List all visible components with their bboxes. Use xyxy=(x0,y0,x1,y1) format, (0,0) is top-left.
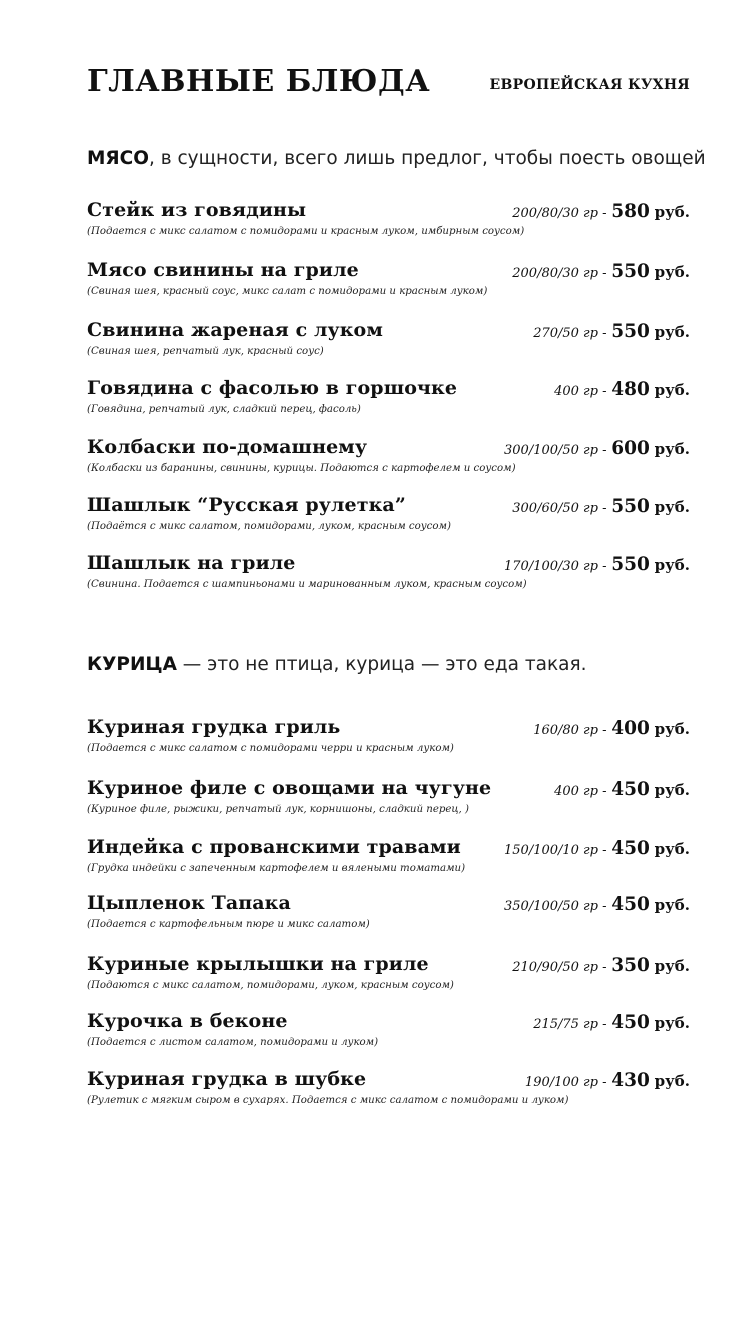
item-description: (Подается с листом салатом, помидорами и луком) xyxy=(87,1037,379,1048)
item-weight: 400 гр - xyxy=(554,784,607,799)
menu-item xyxy=(87,777,690,825)
item-price-value: 430 xyxy=(611,1070,650,1091)
item-currency: руб. xyxy=(654,203,690,221)
item-price-value: 400 xyxy=(611,718,650,739)
item-price-value: 550 xyxy=(611,321,650,342)
page-title: ГЛАВНЫЕ БЛЮДА xyxy=(87,64,431,99)
meat-section-tagline: , в сущности, всего лишь предлог, чтобы поесть овощей xyxy=(148,148,706,169)
chicken-section-heading xyxy=(87,654,587,675)
item-price-value: 450 xyxy=(611,894,650,915)
item-name: Цыпленок Тапака xyxy=(87,892,291,914)
item-price-value: 550 xyxy=(611,554,650,575)
item-currency: руб. xyxy=(654,381,690,399)
item-price-value: 600 xyxy=(611,438,650,459)
chicken-section-tagline: — это не птица, курица — это еда такая. xyxy=(176,654,587,675)
item-description: (Куриное филе, рыжики, репчатый лук, корнишоны, сладкий перец, ) xyxy=(87,804,469,815)
item-name: Мясо свинины на гриле xyxy=(87,259,359,281)
menu-item xyxy=(87,552,690,600)
menu-item xyxy=(87,494,690,542)
menu-item xyxy=(87,319,690,367)
item-price-value: 480 xyxy=(611,379,650,400)
item-description: (Свиная шея, репчатый лук, красный соус) xyxy=(87,346,324,357)
menu-item xyxy=(87,259,690,307)
item-description: (Свинина. Подается с шампиньонами и маринованным луком, красным соусом) xyxy=(87,579,527,590)
item-price xyxy=(512,496,690,517)
item-description: (Рулетик с мягким сыром в сухарях. Подается с микс салатом с помидорами и луком) xyxy=(87,1095,569,1106)
item-name: Куриная грудка гриль xyxy=(87,716,341,738)
item-name: Свинина жареная с луком xyxy=(87,319,383,341)
item-name: Куриная грудка в шубке xyxy=(87,1068,367,1090)
item-currency: руб. xyxy=(654,498,690,516)
item-price-value: 450 xyxy=(611,779,650,800)
item-weight: 215/75 гр - xyxy=(533,1017,607,1032)
item-weight: 170/100/30 гр - xyxy=(504,559,607,574)
item-price xyxy=(504,894,690,915)
item-currency: руб. xyxy=(654,720,690,738)
item-price xyxy=(504,554,690,575)
menu-item xyxy=(87,199,690,247)
item-price xyxy=(512,201,690,222)
item-description: (Подается с картофельным пюре и микс салатом) xyxy=(87,919,370,930)
item-description: (Подается с микс салатом с помидорами и красным луком, имбирным соусом) xyxy=(87,226,525,237)
item-price xyxy=(554,779,690,800)
item-currency: руб. xyxy=(654,440,690,458)
menu-item xyxy=(87,892,690,940)
item-weight: 350/100/50 гр - xyxy=(504,899,607,914)
item-price xyxy=(512,261,690,282)
item-name: Куриное филе с овощами на чугуне xyxy=(87,777,492,799)
item-description: (Подаются с микс салатом, помидорами, луком, красным соусом) xyxy=(87,980,454,991)
item-price xyxy=(504,438,690,459)
item-price-value: 550 xyxy=(611,261,650,282)
item-weight: 200/80/30 гр - xyxy=(512,266,607,281)
item-name: Говядина с фасолью в горшочке xyxy=(87,377,458,399)
item-currency: руб. xyxy=(654,781,690,799)
item-weight: 300/60/50 гр - xyxy=(512,501,607,516)
item-currency: руб. xyxy=(654,957,690,975)
item-price xyxy=(554,379,690,400)
item-currency: руб. xyxy=(654,1072,690,1090)
item-weight: 400 гр - xyxy=(554,384,607,399)
item-price-value: 350 xyxy=(611,955,650,976)
item-weight: 160/80 гр - xyxy=(533,723,607,738)
item-currency: руб. xyxy=(654,896,690,914)
item-price xyxy=(533,718,690,739)
menu-item xyxy=(87,716,690,764)
item-name: Шашлык на гриле xyxy=(87,552,296,574)
item-description: (Подаётся с микс салатом, помидорами, луком, красным соусом) xyxy=(87,521,451,532)
menu-item xyxy=(87,436,690,484)
item-price xyxy=(525,1070,690,1091)
item-currency: руб. xyxy=(654,263,690,281)
cuisine-label: ЕВРОПЕЙСКАЯ КУХНЯ xyxy=(489,77,690,93)
item-currency: руб. xyxy=(654,556,690,574)
item-weight: 200/80/30 гр - xyxy=(512,206,607,221)
chicken-section-keyword: КУРИЦА xyxy=(87,654,177,675)
item-currency: руб. xyxy=(654,840,690,858)
item-weight: 270/50 гр - xyxy=(533,326,607,341)
item-name: Куриные крылышки на гриле xyxy=(87,953,429,975)
menu-item xyxy=(87,836,690,884)
item-weight: 150/100/10 гр - xyxy=(504,843,607,858)
item-price-value: 550 xyxy=(611,496,650,517)
item-name: Стейк из говядины xyxy=(87,199,307,221)
item-name: Индейка с прованскими травами xyxy=(87,836,461,858)
item-weight: 210/90/50 гр - xyxy=(512,960,607,975)
item-weight: 300/100/50 гр - xyxy=(504,443,607,458)
menu-item xyxy=(87,377,690,425)
meat-section-keyword: МЯСО xyxy=(87,148,149,169)
item-name: Колбаски по-домашнему xyxy=(87,436,368,458)
item-description: (Грудка индейки с запеченным картофелем и вялеными томатами) xyxy=(87,863,466,874)
item-price-value: 580 xyxy=(611,201,650,222)
item-description: (Свиная шея, красный соус, микс салат с помидорами и красным луком) xyxy=(87,286,488,297)
item-name: Курочка в беконе xyxy=(87,1010,288,1032)
menu-item xyxy=(87,953,690,1001)
page-header xyxy=(87,64,690,104)
item-price xyxy=(533,321,690,342)
item-price-value: 450 xyxy=(611,1012,650,1033)
menu-item xyxy=(87,1010,690,1058)
item-description: (Колбаски из баранины, свинины, курицы. Подаются с картофелем и соусом) xyxy=(87,463,516,474)
item-currency: руб. xyxy=(654,323,690,341)
item-description: (Подается с микс салатом с помидорами черри и красным луком) xyxy=(87,743,454,754)
item-name: Шашлык “Русская рулетка” xyxy=(87,494,406,516)
item-currency: руб. xyxy=(654,1014,690,1032)
item-price xyxy=(533,1012,690,1033)
item-price-value: 450 xyxy=(611,838,650,859)
meat-section-heading xyxy=(87,148,706,169)
item-description: (Говядина, репчатый лук, сладкий перец, фасоль) xyxy=(87,404,361,415)
menu-item xyxy=(87,1068,690,1116)
item-price xyxy=(504,838,690,859)
item-weight: 190/100 гр - xyxy=(524,1075,607,1090)
item-price xyxy=(512,955,690,976)
